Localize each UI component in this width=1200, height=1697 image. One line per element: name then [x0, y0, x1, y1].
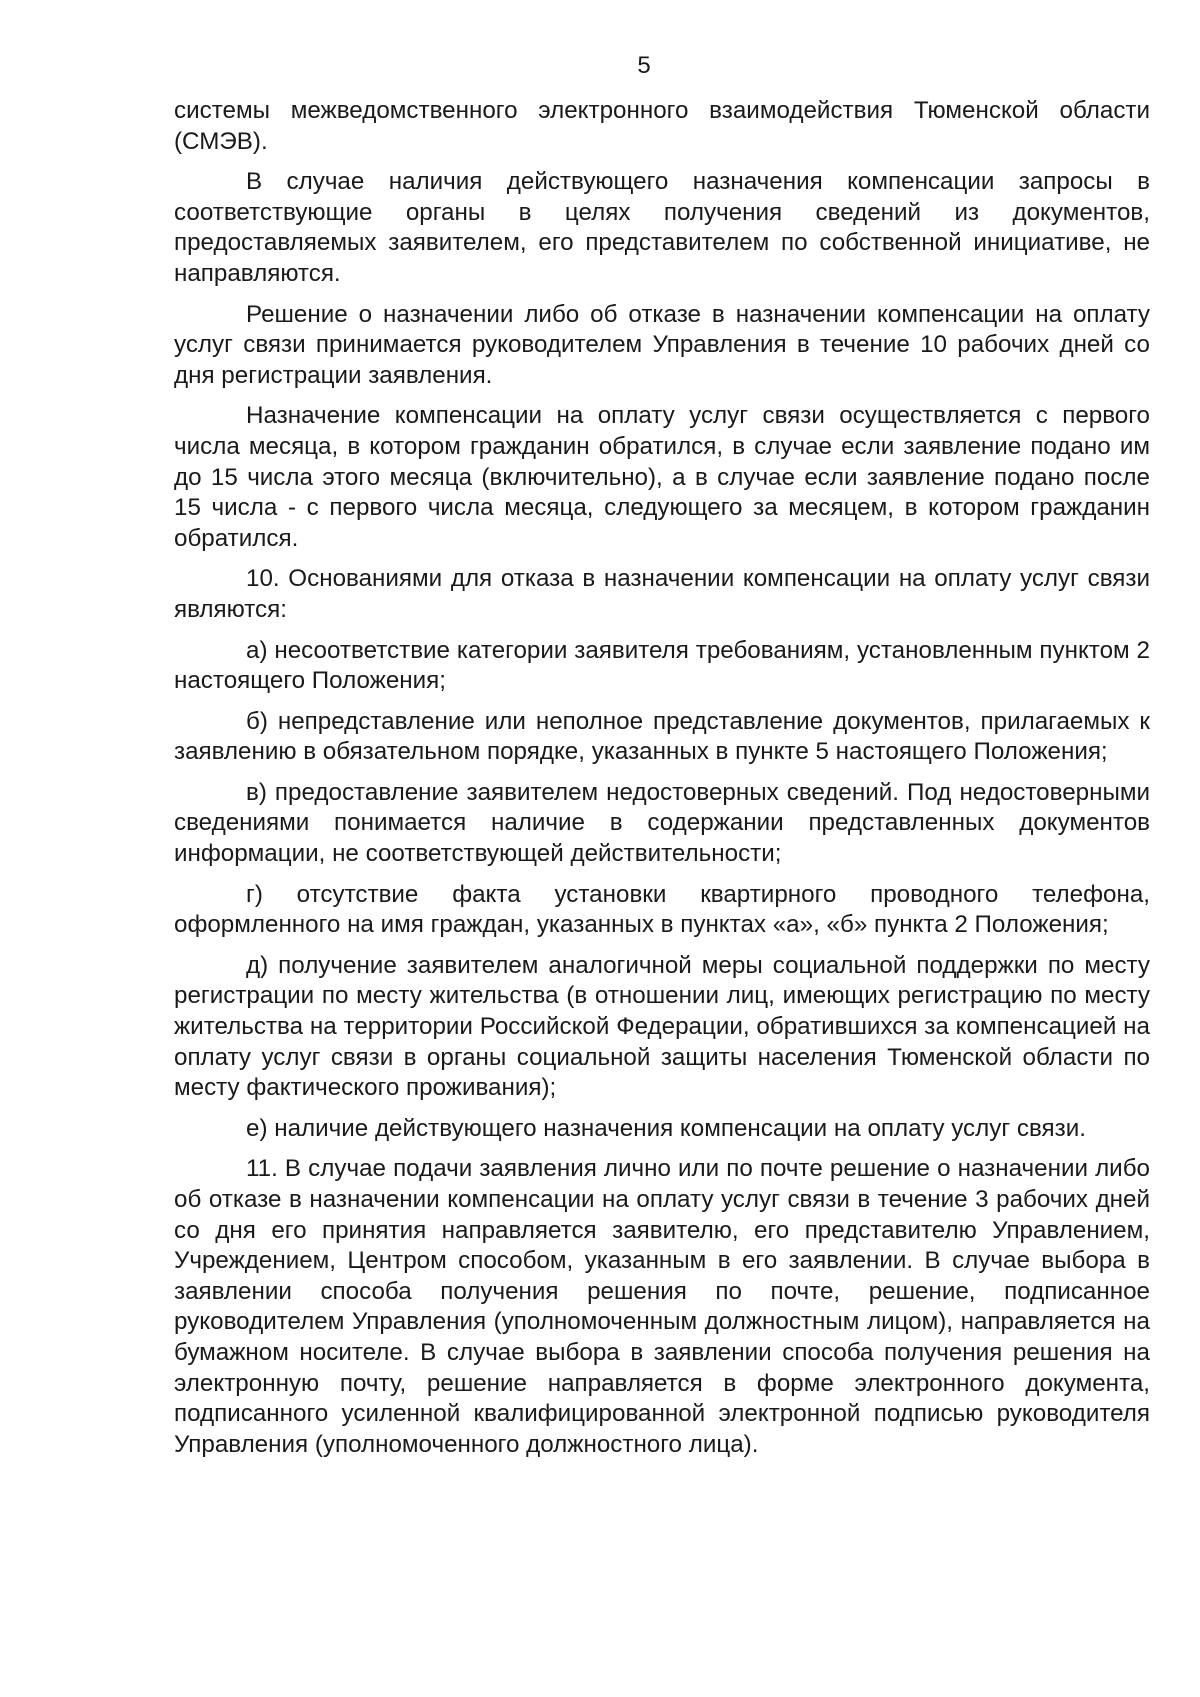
list-item-a: а) несоответствие категории заявителя требованиям, установленным пунктом 2 настоящего Положения; [174, 636, 1150, 695]
paragraph-continuation-smev: системы межведомственного электронного взаимодействия Тюменской области (СМЭВ). [174, 97, 1150, 155]
list-item-v: в) предоставление заявителем недостоверных сведений. Под недостоверными сведениями понимается наличие в содержании представленных документов информации, не соответствующей действительности; [174, 778, 1150, 868]
paragraph-assignment-start: Назначение компенсации на оплату услуг связи осуществляется с первого числа месяца, в котором гражданин обратился, в случае если заявление подано им до 15 числа этого месяца (включительно), а в случае если заявление подано после 15 числа - с первого числа месяца, следующего за месяцем, в котором гражданин обратился. [174, 402, 1150, 552]
page-number: 5 [637, 52, 651, 79]
list-item-d: д) получение заявителем аналогичной меры социальной поддержки по месту регистрации по месту жительства (в отношении лиц, имеющих регистрацию по месту жительства на территории Российской Федерации, обратившихся за компенсацией на оплату услуг связи в органы социальной защиты населения Тюменской области по месту фактического проживания); [174, 951, 1150, 1102]
paragraph-requests-not-sent: В случае наличия действующего назначения компенсации запросы в соответствующие органы в целях получения сведений из документов, предоставляемых заявителем, его представителем по собственной инициативе, не направляются. [174, 168, 1150, 287]
list-item-g: г) отсутствие факта установки квартирного проводного телефона, оформленного на имя граждан, указанных в пунктах «а», «б» пункта 2 Положения; [174, 880, 1150, 939]
paragraph-10-refusal-grounds: 10. Основаниями для отказа в назначении компенсации на оплату услуг связи являются: [174, 565, 1150, 623]
document-page [174, 52, 1150, 1470]
list-item-b: б) непредставление или неполное представление документов, прилагаемых к заявлению в обязательном порядке, указанных в пункте 5 настоящего Положения; [174, 707, 1150, 766]
list-item-e: е) наличие действующего назначения компенсации на оплату услуг связи. [246, 1114, 1086, 1142]
paragraph-decision-timing: Решение о назначении либо об отказе в назначении компенсации на оплату услуг связи принимается руководителем Управления в течение 10 рабочих дней со дня регистрации заявления. [174, 300, 1150, 389]
paragraph-11-notification: 11. В случае подачи заявления лично или по почте решение о назначении либо об отказе в назначении компенсации на оплату услуг связи в течение 3 рабочих дней со дня его принятия направляется заявителю, его представителю Управлением, Учреждением, Центром способом, указанным в его заявлении. В случае выбора в заявлении способа получения решения по почте, решение, подписанное руководителем Управления (уполномоченным должностным лицом), направляется на бумажном носителе. В случае выбора в заявлении способа получения решения на электронную почту, решение направляется в форме электронного документа, подписанного усиленной квалифицированной электронной подписью руководителя Управления (уполномоченного должностного лица). [174, 1155, 1150, 1458]
